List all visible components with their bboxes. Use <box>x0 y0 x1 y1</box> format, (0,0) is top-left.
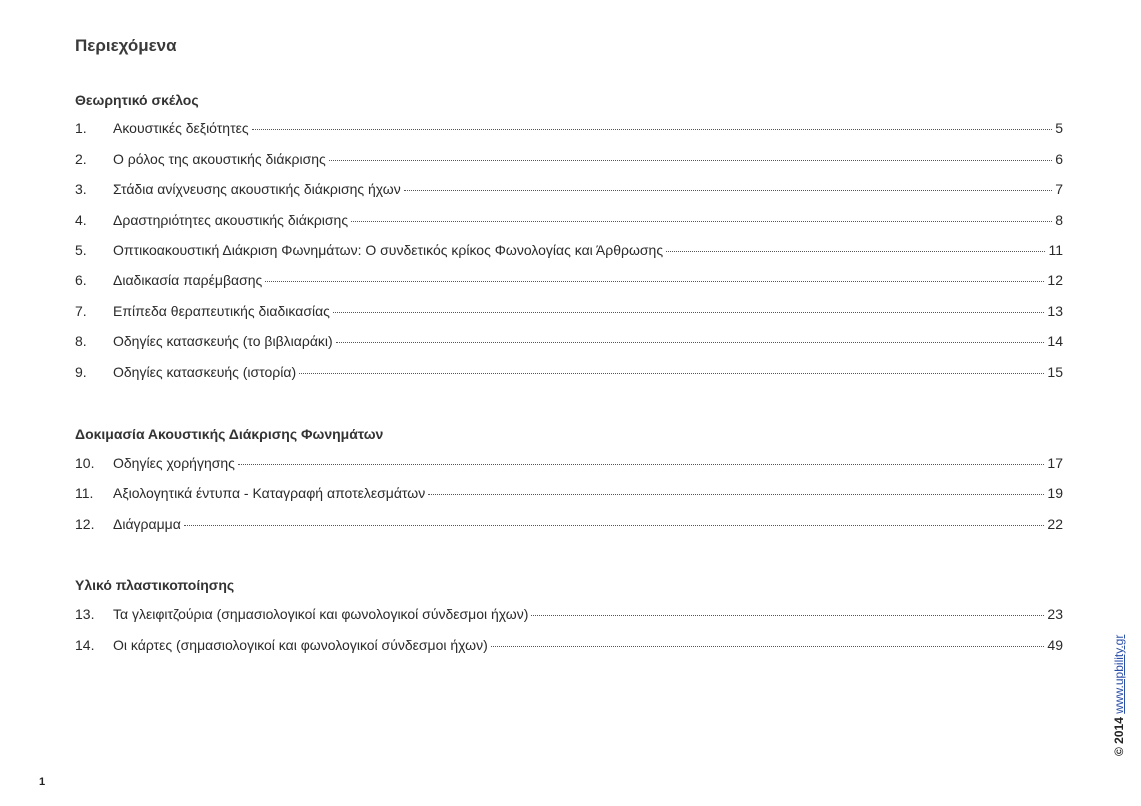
toc-entry-page: 6 <box>1055 151 1063 167</box>
toc-entry-title: Οδηγίες κατασκευής (το βιβλιαράκι) <box>113 333 333 349</box>
toc-entry-page: 8 <box>1055 212 1063 228</box>
toc-entry-title: Οδηγίες κατασκευής (ιστορία) <box>113 364 297 380</box>
toc-entry[interactable] <box>75 516 1063 536</box>
toc-entry-number: 14. <box>75 637 95 653</box>
copyright-credit <box>1112 635 1126 756</box>
toc-entry-title: Επίπεδα θεραπευτικής διαδικασίας <box>113 303 330 319</box>
dot-leader <box>491 646 1045 647</box>
toc-entry-title: Διάγραμμα <box>113 516 181 532</box>
website-link[interactable]: www.upbility.gr <box>1112 634 1126 714</box>
page-number: 1 <box>39 776 46 788</box>
dot-leader <box>531 615 1044 616</box>
toc-entry-title: Οδηγίες χορήγησης <box>113 455 235 471</box>
section-title-lamination-material: Υλικό πλαστικοποίησης <box>75 577 235 593</box>
dot-leader <box>265 281 1044 282</box>
dot-leader <box>336 342 1045 343</box>
toc-entry-number: 2. <box>75 151 87 167</box>
toc-entry[interactable] <box>75 120 1063 140</box>
toc-entry-page: 5 <box>1055 120 1063 136</box>
section-title-assessment: Δοκιμασία Ακουστικής Διάκρισης Φωνημάτων <box>75 426 384 442</box>
toc-entry[interactable] <box>75 303 1063 323</box>
dot-leader <box>238 464 1044 465</box>
toc-entry-title: Στάδια ανίχνευσης ακουστικής διάκρισης ήχων <box>113 181 401 197</box>
dot-leader <box>666 251 1045 252</box>
toc-entry-page: 19 <box>1047 485 1063 501</box>
page-title: Περιεχόμενα <box>75 36 177 55</box>
toc-entry-number: 5. <box>75 242 87 258</box>
dot-leader <box>252 129 1053 130</box>
toc-entry[interactable] <box>75 151 1063 171</box>
dot-leader <box>184 525 1045 526</box>
toc-entry-number: 8. <box>75 333 87 349</box>
toc-entry-number: 6. <box>75 272 87 288</box>
toc-entry-title: Τα γλειφιτζούρια (σημασιολογικοί και φωνολογικοί σύνδεσμοι ήχων) <box>113 606 529 622</box>
toc-entry-page: 23 <box>1047 606 1063 622</box>
toc-entry[interactable] <box>75 212 1063 232</box>
toc-entry-title: Οπτικοακουστική Διάκριση Φωνημάτων: Ο συνδετικός κρίκος Φωνολογίας και Άρθρωσης <box>113 242 664 258</box>
dot-leader <box>329 160 1052 161</box>
toc-entry-number: 1. <box>75 120 87 136</box>
toc-entry-number: 13. <box>75 606 95 622</box>
toc-entry-page: 7 <box>1055 181 1063 197</box>
toc-entry-number: 4. <box>75 212 87 228</box>
toc-entry[interactable] <box>75 272 1063 292</box>
toc-entry-number: 3. <box>75 181 87 197</box>
toc-entry-title: Οι κάρτες (σημασιολογικοί και φωνολογικοί σύνδεσμοι ήχων) <box>113 637 488 653</box>
toc-entry[interactable] <box>75 242 1063 262</box>
toc-entry-title: Δραστηριότητες ακουστικής διάκρισης <box>113 212 349 228</box>
toc-entry-page: 17 <box>1047 455 1063 471</box>
toc-entry-title: Διαδικασία παρέμβασης <box>113 272 263 288</box>
dot-leader <box>351 221 1052 222</box>
dot-leader <box>299 373 1044 374</box>
dot-leader <box>404 190 1052 191</box>
toc-entry-number: 9. <box>75 364 87 380</box>
section-title-theoretical: Θεωρητικό σκέλος <box>75 92 199 108</box>
toc-entry-number: 11. <box>75 485 94 501</box>
toc-entry-page: 11 <box>1048 242 1063 258</box>
toc-entry-title: Ακουστικές δεξιότητες <box>113 120 249 136</box>
dot-leader <box>333 312 1045 313</box>
toc-entry[interactable] <box>75 333 1063 353</box>
toc-entry-title: Αξιολογητικά έντυπα - Καταγραφή αποτελεσμάτων <box>113 485 426 501</box>
toc-entry[interactable] <box>75 455 1063 475</box>
toc-entry-page: 49 <box>1047 637 1063 653</box>
toc-entry-page: 15 <box>1047 364 1063 380</box>
toc-entry-number: 7. <box>75 303 87 319</box>
toc-entry-title: Ο ρόλος της ακουστικής διάκρισης <box>113 151 326 167</box>
dot-leader <box>428 494 1044 495</box>
copyright-year: © 2014 <box>1112 717 1126 756</box>
toc-entry[interactable] <box>75 181 1063 201</box>
toc-entry-page: 13 <box>1047 303 1063 319</box>
toc-entry-page: 22 <box>1047 516 1063 532</box>
toc-entry[interactable] <box>75 606 1063 626</box>
toc-entry[interactable] <box>75 485 1063 505</box>
toc-entry-page: 12 <box>1047 272 1063 288</box>
toc-entry-page: 14 <box>1047 333 1063 349</box>
toc-entry-number: 12. <box>75 516 95 532</box>
toc-entry-number: 10. <box>75 455 95 471</box>
toc-entry[interactable] <box>75 364 1063 384</box>
toc-entry[interactable] <box>75 637 1063 657</box>
